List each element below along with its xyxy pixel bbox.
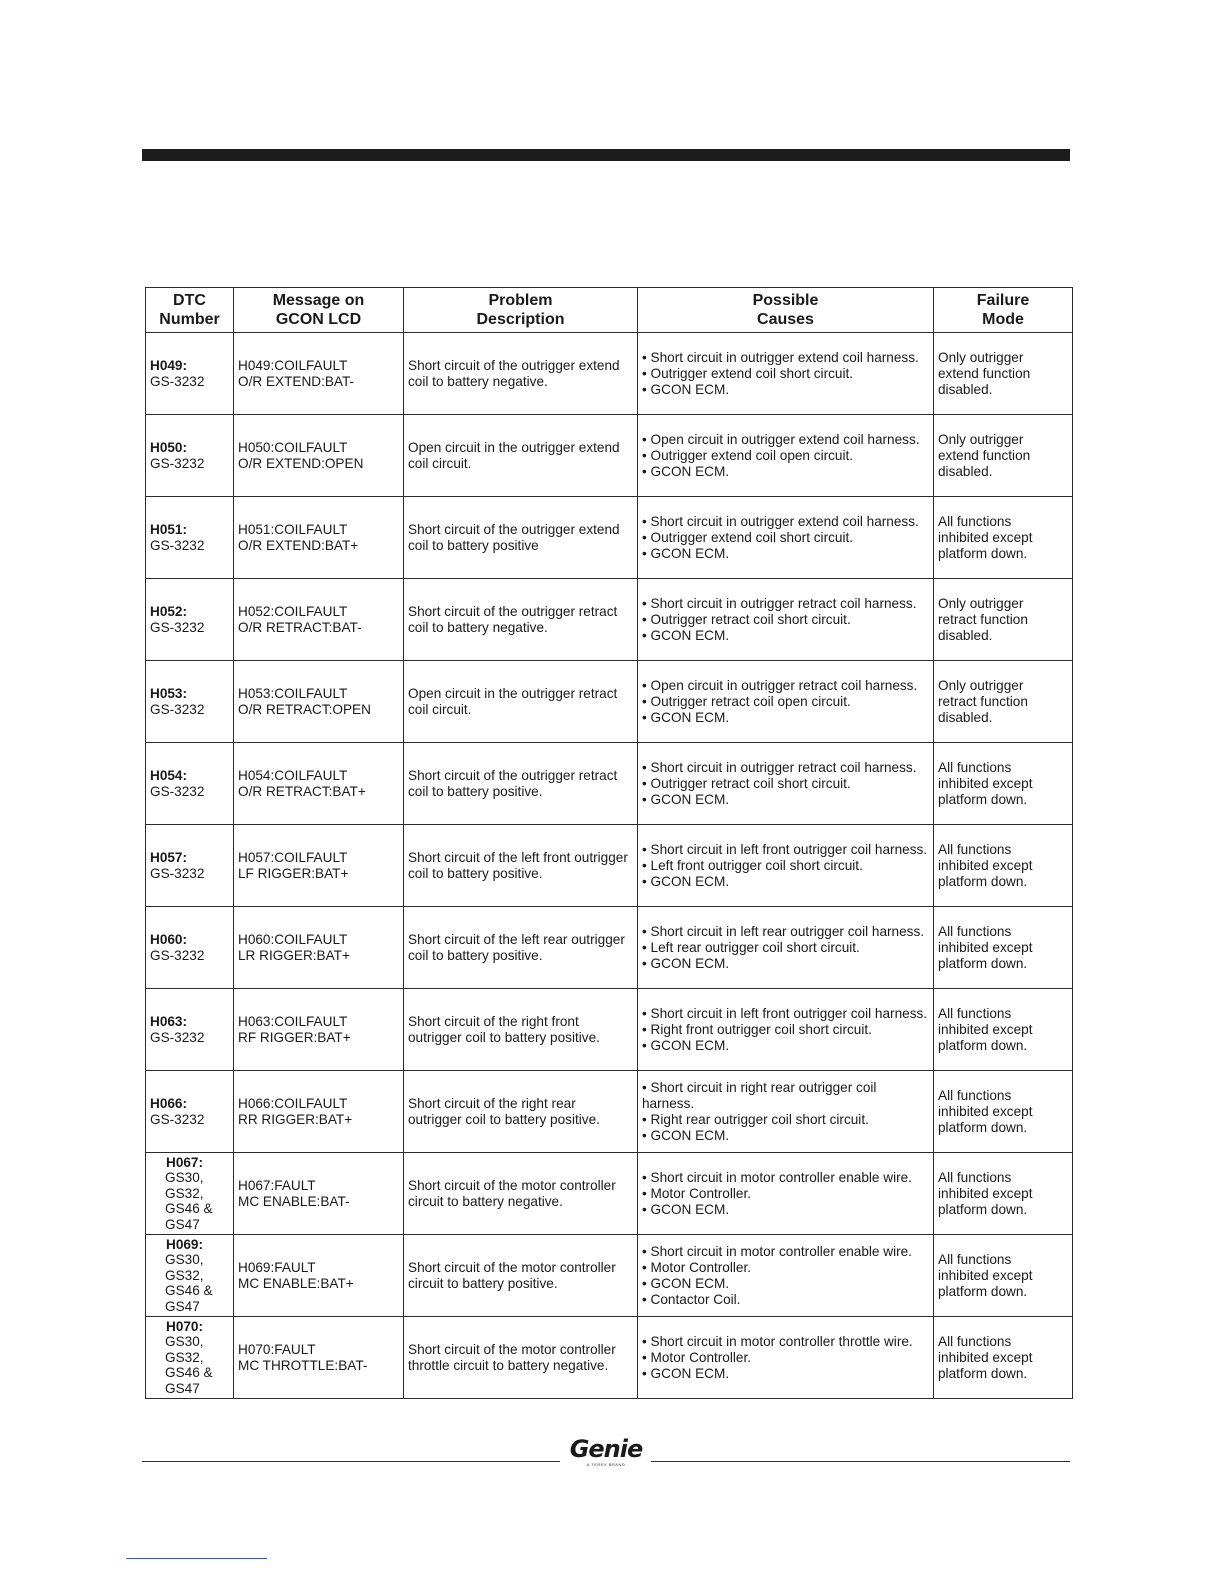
dtc-code: H050: — [150, 439, 188, 455]
dtc-model: GS-3232 — [150, 373, 205, 389]
message-cell — [234, 579, 404, 661]
message-line: H067:FAULT — [238, 1177, 316, 1193]
problem-cell — [404, 579, 638, 661]
dtc-code: H051: — [150, 521, 188, 537]
dtc-number-cell — [146, 1153, 234, 1235]
cause-item: • Short circuit in motor controller enable wire. — [642, 1244, 929, 1260]
problem-text: Short circuit of the left rear outrigger coil to battery positive. — [408, 931, 625, 963]
header-failure-mode: Failure Mode — [934, 288, 1073, 333]
dtc-number-cell — [146, 825, 234, 907]
problem-cell — [404, 1235, 638, 1317]
dtc-model: GS-3232 — [150, 619, 205, 635]
failure-mode-line: All functions — [938, 1333, 1012, 1349]
failure-mode-line: disabled. — [938, 709, 993, 725]
causes-cell — [638, 1317, 934, 1399]
failure-mode-line: inhibited except — [938, 1103, 1033, 1119]
dtc-table — [145, 287, 1073, 1399]
message-cell — [234, 989, 404, 1071]
cause-item: • GCON ECM. — [642, 1038, 929, 1054]
cause-item: • Outrigger extend coil open circuit. — [642, 448, 929, 464]
table-row — [146, 1153, 1073, 1235]
cause-item: • GCON ECM. — [642, 628, 929, 644]
table-row — [146, 743, 1073, 825]
failure-mode-line: Only outrigger — [938, 431, 1024, 447]
cause-item: • Short circuit in left front outrigger coil harness. — [642, 842, 929, 858]
problem-cell — [404, 1071, 638, 1153]
message-line: H051:COILFAULT — [238, 521, 348, 537]
table-row — [146, 1071, 1073, 1153]
failure-mode-line: All functions — [938, 1005, 1012, 1021]
cause-item: • Left rear outrigger coil short circuit. — [642, 940, 929, 956]
cause-item: • GCON ECM. — [642, 710, 929, 726]
table-row — [146, 415, 1073, 497]
message-line: O/R EXTEND:BAT- — [238, 373, 355, 389]
cause-item: • Short circuit in outrigger retract coil harness. — [642, 760, 929, 776]
message-cell — [234, 743, 404, 825]
dtc-code: H054: — [150, 767, 188, 783]
message-line: H070:FAULT — [238, 1341, 316, 1357]
logo-wordmark: Genie — [569, 1435, 643, 1463]
causes-cell — [638, 1235, 934, 1317]
problem-cell — [404, 1317, 638, 1399]
table-header-row — [146, 288, 1073, 333]
message-line: H053:COILFAULT — [238, 685, 348, 701]
dtc-number-cell — [146, 415, 234, 497]
cause-item: • Motor Controller. — [642, 1260, 929, 1276]
dtc-model: GS-3232 — [150, 865, 205, 881]
failure-mode-cell — [934, 907, 1073, 989]
cause-item: • Motor Controller. — [642, 1186, 929, 1202]
dtc-code: H066: — [150, 1095, 188, 1111]
dtc-model: GS30, GS32, GS46 & GS47 — [165, 1252, 213, 1314]
failure-mode-line: Only outrigger — [938, 349, 1024, 365]
dtc-code: H049: — [150, 357, 188, 373]
message-line: MC ENABLE:BAT- — [238, 1193, 350, 1209]
cause-item: • Short circuit in motor controller enable wire. — [642, 1170, 929, 1186]
causes-cell — [638, 497, 934, 579]
cause-item: • Left front outrigger coil short circuit. — [642, 858, 929, 874]
causes-cell — [638, 989, 934, 1071]
failure-mode-cell — [934, 825, 1073, 907]
failure-mode-line: retract function — [938, 611, 1028, 627]
cause-item: • Outrigger extend coil short circuit. — [642, 366, 929, 382]
failure-mode-cell — [934, 415, 1073, 497]
cause-item: • Outrigger retract coil open circuit. — [642, 694, 929, 710]
message-line: H069:FAULT — [238, 1259, 316, 1275]
problem-text: Short circuit of the outrigger retract coil to battery negative. — [408, 603, 618, 635]
problem-cell — [404, 497, 638, 579]
failure-mode-line: platform down. — [938, 1283, 1028, 1299]
failure-mode-cell — [934, 989, 1073, 1071]
failure-mode-line: platform down. — [938, 545, 1028, 561]
failure-mode-line: All functions — [938, 513, 1012, 529]
failure-mode-line: inhibited except — [938, 857, 1033, 873]
dtc-code: H070: — [166, 1318, 204, 1334]
cause-item: • GCON ECM. — [642, 1276, 929, 1292]
message-cell — [234, 1071, 404, 1153]
message-cell — [234, 415, 404, 497]
failure-mode-line: inhibited except — [938, 1349, 1033, 1365]
message-line: O/R RETRACT:BAT- — [238, 619, 362, 635]
failure-mode-line: retract function — [938, 693, 1028, 709]
failure-mode-line: platform down. — [938, 1201, 1028, 1217]
cause-item: • GCON ECM. — [642, 874, 929, 890]
causes-cell — [638, 661, 934, 743]
header-rule — [142, 149, 1070, 161]
dtc-code: H063: — [150, 1013, 188, 1029]
message-line: O/R RETRACT:OPEN — [238, 701, 371, 717]
failure-mode-line: inhibited except — [938, 775, 1033, 791]
message-line: O/R RETRACT:BAT+ — [238, 783, 366, 799]
message-line: H063:COILFAULT — [238, 1013, 348, 1029]
failure-mode-cell — [934, 661, 1073, 743]
causes-cell — [638, 1153, 934, 1235]
message-line: RR RIGGER:BAT+ — [238, 1111, 353, 1127]
dtc-code: H060: — [150, 931, 188, 947]
dtc-code: H057: — [150, 849, 188, 865]
dtc-code: H052: — [150, 603, 188, 619]
cause-item: • GCON ECM. — [642, 792, 929, 808]
dtc-number-cell — [146, 907, 234, 989]
footer-rule-right — [651, 1461, 1070, 1462]
dtc-code: H053: — [150, 685, 188, 701]
failure-mode-line: platform down. — [938, 1037, 1028, 1053]
failure-mode-line: disabled. — [938, 381, 993, 397]
failure-mode-line: platform down. — [938, 1119, 1028, 1135]
problem-text: Short circuit of the outrigger extend coil to battery negative. — [408, 357, 620, 389]
problem-text: Open circuit in the outrigger retract coil circuit. — [408, 685, 618, 717]
failure-mode-line: Only outrigger — [938, 595, 1024, 611]
cause-item: • Short circuit in outrigger retract coil harness. — [642, 596, 929, 612]
message-line: H066:COILFAULT — [238, 1095, 348, 1111]
cause-item: • Short circuit in right rear outrigger coil harness. — [642, 1080, 929, 1112]
header-dtc-number: DTC Number — [146, 288, 234, 333]
message-line: H054:COILFAULT — [238, 767, 348, 783]
cause-item: • GCON ECM. — [642, 382, 929, 398]
message-line: O/R EXTEND:OPEN — [238, 455, 364, 471]
causes-cell — [638, 907, 934, 989]
failure-mode-line: disabled. — [938, 627, 993, 643]
dtc-code: H069: — [166, 1236, 204, 1252]
cause-item: • Open circuit in outrigger retract coil harness. — [642, 678, 929, 694]
table-row — [146, 1235, 1073, 1317]
dtc-model: GS-3232 — [150, 1111, 205, 1127]
problem-cell — [404, 907, 638, 989]
failure-mode-line: platform down. — [938, 791, 1028, 807]
causes-cell — [638, 415, 934, 497]
header-causes: Possible Causes — [638, 288, 934, 333]
dtc-number-cell — [146, 1235, 234, 1317]
message-cell — [234, 1317, 404, 1399]
message-cell — [234, 1153, 404, 1235]
dtc-model: GS-3232 — [150, 947, 205, 963]
failure-mode-line: All functions — [938, 759, 1012, 775]
failure-mode-line: All functions — [938, 1087, 1012, 1103]
problem-text: Open circuit in the outrigger extend coil circuit. — [408, 439, 620, 471]
message-cell — [234, 907, 404, 989]
dtc-number-cell — [146, 743, 234, 825]
cause-item: • Short circuit in outrigger extend coil harness. — [642, 514, 929, 530]
problem-text: Short circuit of the left front outrigger coil to battery positive. — [408, 849, 628, 881]
cause-item: • Short circuit in outrigger extend coil harness. — [642, 350, 929, 366]
failure-mode-line: extend function — [938, 365, 1031, 381]
failure-mode-line: inhibited except — [938, 1021, 1033, 1037]
causes-cell — [638, 1071, 934, 1153]
failure-mode-line: Only outrigger — [938, 677, 1024, 693]
cause-item: • GCON ECM. — [642, 464, 929, 480]
dtc-model: GS-3232 — [150, 455, 205, 471]
genie-logo — [566, 1436, 646, 1467]
message-line: H052:COILFAULT — [238, 603, 348, 619]
failure-mode-cell — [934, 497, 1073, 579]
problem-text: Short circuit of the motor controller circuit to battery positive. — [408, 1259, 616, 1291]
dtc-number-cell — [146, 1317, 234, 1399]
dtc-number-cell — [146, 1071, 234, 1153]
table-row — [146, 333, 1073, 415]
problem-cell — [404, 1153, 638, 1235]
failure-mode-cell — [934, 333, 1073, 415]
message-line: O/R EXTEND:BAT+ — [238, 537, 359, 553]
problem-cell — [404, 743, 638, 825]
cause-item: • GCON ECM. — [642, 546, 929, 562]
dtc-number-cell — [146, 579, 234, 661]
failure-mode-cell — [934, 743, 1073, 825]
cause-item: • Short circuit in left rear outrigger coil harness. — [642, 924, 929, 940]
dtc-model: GS-3232 — [150, 783, 205, 799]
message-cell — [234, 333, 404, 415]
cause-item: • Contactor Coil. — [642, 1292, 929, 1308]
problem-text: Short circuit of the right front outrigger coil to battery positive. — [408, 1013, 600, 1045]
message-cell — [234, 825, 404, 907]
failure-mode-line: platform down. — [938, 1365, 1028, 1381]
table-row — [146, 825, 1073, 907]
table-row — [146, 907, 1073, 989]
cause-item: • GCON ECM. — [642, 1202, 929, 1218]
failure-mode-cell — [934, 579, 1073, 661]
failure-mode-line: All functions — [938, 1169, 1012, 1185]
footer-rule-left — [142, 1461, 560, 1462]
logo-tagline: A TEREX BRAND — [586, 1462, 626, 1467]
table-row — [146, 989, 1073, 1071]
dtc-model: GS30, GS32, GS46 & GS47 — [165, 1170, 213, 1232]
message-line: MC THROTTLE:BAT- — [238, 1357, 368, 1373]
message-line: LF RIGGER:BAT+ — [238, 865, 349, 881]
cause-item: • Short circuit in motor controller throttle wire. — [642, 1334, 929, 1350]
failure-mode-line: disabled. — [938, 463, 993, 479]
failure-mode-line: extend function — [938, 447, 1031, 463]
problem-cell — [404, 415, 638, 497]
header-problem: Problem Description — [404, 288, 638, 333]
dtc-model: GS-3232 — [150, 1029, 205, 1045]
causes-cell — [638, 825, 934, 907]
cause-item: • Right rear outrigger coil short circuit. — [642, 1112, 929, 1128]
problem-text: Short circuit of the motor controller throttle circuit to battery negative. — [408, 1341, 616, 1373]
dtc-model: GS-3232 — [150, 701, 205, 717]
failure-mode-line: All functions — [938, 841, 1012, 857]
failure-mode-line: inhibited except — [938, 1185, 1033, 1201]
dtc-number-cell — [146, 989, 234, 1071]
cause-item: • Outrigger retract coil short circuit. — [642, 776, 929, 792]
message-line: H060:COILFAULT — [238, 931, 348, 947]
message-line: H049:COILFAULT — [238, 357, 348, 373]
failure-mode-cell — [934, 1235, 1073, 1317]
problem-text: Short circuit of the motor controller circuit to battery negative. — [408, 1177, 616, 1209]
failure-mode-line: All functions — [938, 923, 1012, 939]
problem-cell — [404, 825, 638, 907]
message-cell — [234, 497, 404, 579]
dtc-number-cell — [146, 661, 234, 743]
cause-item: • GCON ECM. — [642, 1366, 929, 1382]
message-cell — [234, 661, 404, 743]
cause-item: • Short circuit in left front outrigger coil harness. — [642, 1006, 929, 1022]
table-row — [146, 661, 1073, 743]
failure-mode-cell — [934, 1317, 1073, 1399]
problem-text: Short circuit of the right rear outrigger coil to battery positive. — [408, 1095, 600, 1127]
failure-mode-cell — [934, 1071, 1073, 1153]
cause-item: • Motor Controller. — [642, 1350, 929, 1366]
message-line: RF RIGGER:BAT+ — [238, 1029, 351, 1045]
failure-mode-cell — [934, 1153, 1073, 1235]
cause-item: • Open circuit in outrigger extend coil harness. — [642, 432, 929, 448]
failure-mode-line: All functions — [938, 1251, 1012, 1267]
message-line: LR RIGGER:BAT+ — [238, 947, 350, 963]
causes-cell — [638, 579, 934, 661]
failure-mode-line: platform down. — [938, 873, 1028, 889]
causes-cell — [638, 743, 934, 825]
table-row — [146, 1317, 1073, 1399]
dtc-code: H067: — [166, 1154, 204, 1170]
problem-cell — [404, 989, 638, 1071]
failure-mode-line: inhibited except — [938, 529, 1033, 545]
cause-item: • Outrigger extend coil short circuit. — [642, 530, 929, 546]
problem-cell — [404, 333, 638, 415]
failure-mode-line: platform down. — [938, 955, 1028, 971]
message-line: H057:COILFAULT — [238, 849, 348, 865]
table-row — [146, 497, 1073, 579]
dtc-model: GS-3232 — [150, 537, 205, 553]
link-underline — [126, 1558, 267, 1559]
problem-text: Short circuit of the outrigger retract coil to battery positive. — [408, 767, 618, 799]
table-row — [146, 579, 1073, 661]
message-cell — [234, 1235, 404, 1317]
dtc-number-cell — [146, 497, 234, 579]
failure-mode-line: inhibited except — [938, 939, 1033, 955]
failure-mode-line: inhibited except — [938, 1267, 1033, 1283]
problem-cell — [404, 661, 638, 743]
message-line: MC ENABLE:BAT+ — [238, 1275, 354, 1291]
dtc-number-cell — [146, 333, 234, 415]
header-message: Message on GCON LCD — [234, 288, 404, 333]
cause-item: • Outrigger retract coil short circuit. — [642, 612, 929, 628]
message-line: H050:COILFAULT — [238, 439, 348, 455]
cause-item: • Right front outrigger coil short circuit. — [642, 1022, 929, 1038]
cause-item: • GCON ECM. — [642, 956, 929, 972]
cause-item: • GCON ECM. — [642, 1128, 929, 1144]
problem-text: Short circuit of the outrigger extend coil to battery positive — [408, 521, 620, 553]
causes-cell — [638, 333, 934, 415]
dtc-model: GS30, GS32, GS46 & GS47 — [165, 1334, 213, 1396]
